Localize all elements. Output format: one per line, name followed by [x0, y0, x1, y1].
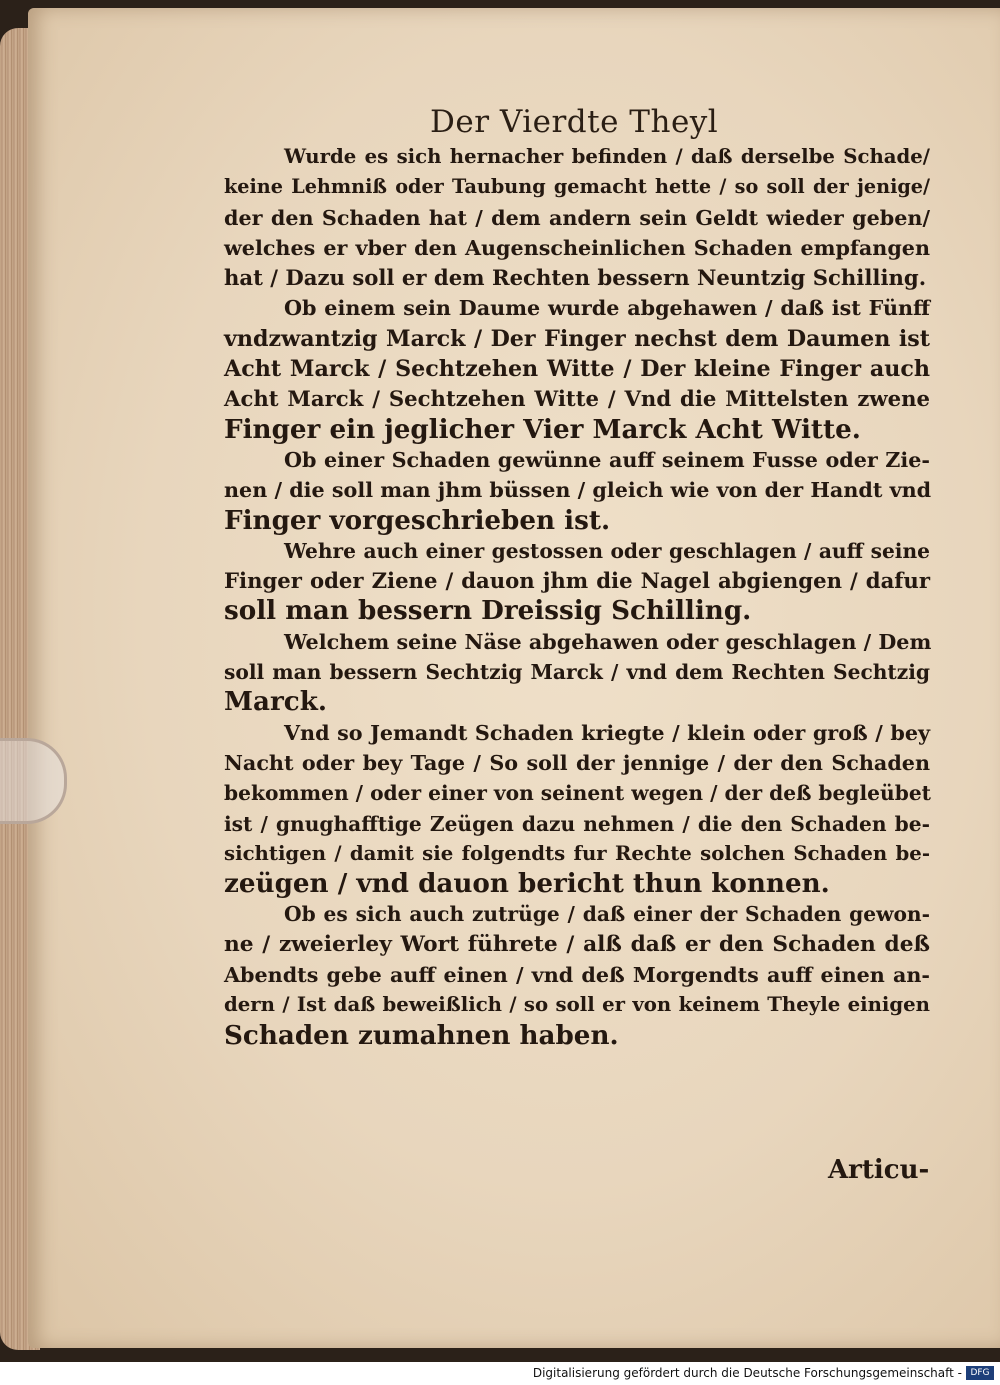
text-line: Ob einer Schaden gewünne auff seinem Fusse oder Zie- — [284, 447, 930, 472]
text-line: Finger oder Ziene / dauon jhm die Nagel abgiengen / dafur — [224, 568, 930, 594]
text-line: sichtigen / damit sie folgendts fur Rechte solchen Schaden be- — [224, 841, 930, 865]
text-line: Finger ein jeglicher Vier Marck Acht Witte. — [224, 413, 861, 445]
text-line: keine Lehmniß oder Taubung gemacht hette / so soll der jenige/ — [224, 175, 930, 199]
text-line: der den Schaden hat / dem andern sein Geldt wieder geben/ — [224, 205, 930, 230]
footer-credit: Digitalisierung gefördert durch die Deutsche Forschungsgemeinschaft - — [532, 1366, 962, 1380]
text-line: Welchem seine Näse abgehawen oder geschlagen / Dem — [284, 629, 932, 654]
dfg-logo: DFG — [966, 1366, 994, 1380]
text-line: Abendts gebe auff einen / vnd deß Morgendts auff einen an- — [224, 963, 930, 988]
catchword: Articu- — [828, 1155, 930, 1185]
text-line: Acht Marck / Sechtzehen Witte / Vnd die Mittelsten zwene — [224, 386, 930, 412]
text-line: hat / Dazu soll er dem Rechten bessern Neuntzig Schilling. — [224, 265, 927, 291]
body-text — [224, 142, 930, 1051]
running-head: Der Vierdte Theyl — [430, 104, 719, 140]
text-line: zeügen / vnd dauon bericht thun konnen. — [224, 868, 830, 900]
text-line: Schaden zumahnen haben. — [224, 1019, 619, 1051]
footer-bar — [0, 1362, 1000, 1385]
text-line: Wehre auch einer gestossen oder geschlagen / auff seine — [284, 538, 930, 563]
text-line: welches er vber den Augenscheinlichen Schaden empfangen — [224, 235, 930, 260]
text-line: bekommen / oder einer von seinent wegen / der deß begleübet — [224, 781, 931, 806]
text-line: Ob es sich auch zutrüge / daß einer der Schaden gewon- — [284, 902, 930, 927]
text-line: Acht Marck / Sechtzehen Witte / Der kleine Finger auch — [224, 356, 930, 383]
text-line: nen / die soll man jhm büssen / gleich wie von der Handt vnd — [224, 478, 932, 503]
text-line: soll man bessern Sechtzig Marck / vnd dem Rechten Sechtzig — [224, 660, 930, 685]
text-line: Nacht oder bey Tage / So soll der jennige / der den Schaden — [224, 750, 930, 775]
text-line: Marck. — [224, 686, 327, 718]
text-line: Finger vorgeschrieben ist. — [224, 504, 611, 536]
book-page — [28, 8, 1000, 1348]
text-line: dern / Ist daß beweißlich / so soll er von keinem Theyle einigen — [224, 993, 930, 1017]
text-line: Wurde es sich hernacher befinden / daß derselbe Schade/ — [284, 145, 930, 168]
text-line: ist / gnughafftige Zeügen dazu nehmen / die den Schaden be- — [224, 811, 930, 836]
text-line: Vnd so Jemandt Schaden kriegte / klein oder groß / bey — [284, 720, 930, 745]
text-line: ne / zweierley Wort führete / alß daß er den Schaden deß — [224, 931, 930, 957]
text-line: vndzwantzig Marck / Der Finger nechst dem Daumen ist — [224, 325, 930, 352]
text-line: soll man bessern Dreissig Schilling. — [224, 595, 752, 627]
text-line: Ob einem sein Daume wurde abgehawen / daß ist Fünff — [284, 296, 930, 321]
